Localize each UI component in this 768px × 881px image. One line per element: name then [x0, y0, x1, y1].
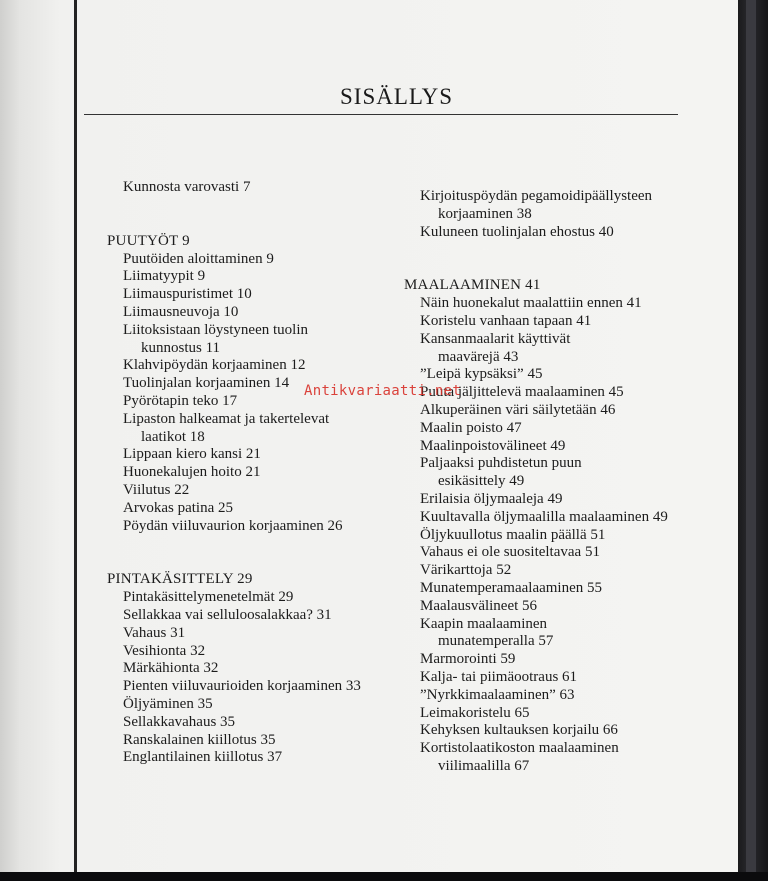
toc-entry: Sellakkaa vai selluloosalakkaa? 31 — [123, 606, 332, 623]
toc-entry: Viilutus 22 — [123, 481, 190, 498]
section-gap — [107, 197, 361, 233]
toc-entry: Liimausneuvoja 10 — [123, 303, 239, 320]
toc-entry: Liitoksistaan löystyneen tuolin — [123, 321, 308, 338]
toc-entry: Maalausvälineet 56 — [420, 597, 538, 614]
toc-entry: Öljykuullotus maalin päällä 51 — [420, 526, 606, 543]
toc-entry: Erilaisia öljymaaleja 49 — [420, 490, 563, 507]
toc-entry: Kuluneen tuolinjalan ehostus 40 — [420, 223, 614, 240]
toc-entry: Kalja- tai piimäootraus 61 — [420, 668, 578, 685]
toc-entry: Märkähionta 32 — [123, 660, 219, 677]
toc-entry: Liimauspuristimet 10 — [123, 286, 252, 303]
watermark: Antikvariaatti.net — [304, 383, 462, 399]
toc-entry: Englantilainen kiillotus 37 — [123, 749, 283, 766]
toc-left-column — [107, 179, 361, 767]
toc-entry: Kansanmaalarit käyttivät — [420, 330, 571, 347]
toc-entry: Lipaston halkeamat ja takertelevat — [123, 410, 330, 427]
toc-section-heading: PINTAKÄSITTELY 29 — [107, 571, 253, 588]
toc-entry: Liimatyypit 9 — [123, 268, 206, 285]
toc-entry: Pintakäsittelymenetelmät 29 — [123, 589, 294, 606]
toc-entry: Huonekalujen hoito 21 — [123, 464, 261, 481]
toc-entry: esikäsittely 49 — [438, 473, 525, 490]
section-gap — [404, 241, 668, 277]
toc-entry: maavärejä 43 — [438, 348, 519, 365]
book-bottom-edge — [0, 872, 768, 881]
toc-section-heading: MAALAAMINEN 41 — [404, 277, 541, 294]
toc-entry: Öljyäminen 35 — [123, 695, 213, 712]
toc-entry: Kunnosta varovasti 7 — [123, 179, 251, 195]
toc-entry: munatemperalla 57 — [438, 633, 554, 650]
page-title: SISÄLLYS — [340, 84, 454, 109]
toc-entry: Vesihionta 32 — [123, 642, 206, 659]
toc-entry: Kortistolaatikoston maalaaminen — [420, 740, 619, 757]
toc-entry: Leimakoristelu 65 — [420, 704, 530, 721]
toc-entry: Paljaaksi puhdistetun puun — [420, 455, 582, 472]
title-rule — [84, 114, 678, 115]
toc-entry: Puutöiden aloittaminen 9 — [123, 250, 274, 267]
toc-entry: Arvokas patina 25 — [123, 499, 233, 516]
toc-entry: Kuultavalla öljymaalilla maalaaminen 49 — [420, 508, 668, 525]
toc-entry: kunnostus 11 — [141, 339, 221, 356]
toc-right-column — [404, 188, 668, 776]
toc-entry: laatikot 18 — [141, 428, 205, 445]
toc-entry: Ranskalainen kiillotus 35 — [123, 731, 276, 748]
toc-entry: Vahaus ei ole suositeltavaa 51 — [420, 544, 600, 561]
toc-section-heading: PUUTYÖT 9 — [107, 232, 190, 249]
toc-entry: Värikarttoja 52 — [420, 562, 512, 579]
toc-entry: Pyörötapin teko 17 — [123, 392, 238, 409]
toc-entry: Munatemperamaalaaminen 55 — [420, 579, 603, 596]
section-gap — [107, 535, 361, 571]
toc-entry: Pienten viiluvaurioiden korjaaminen 33 — [123, 678, 361, 695]
toc-entry: Alkuperäinen väri säilytetään 46 — [420, 401, 616, 418]
book-cover-edge — [738, 0, 768, 881]
book-spine-shadow — [74, 0, 77, 872]
toc-entry: ”Nyrkkimaalaaminen” 63 — [420, 686, 575, 703]
toc-entry: Kehyksen kultauksen korjailu 66 — [420, 722, 618, 739]
toc-entry: Lippaan kiero kansi 21 — [123, 446, 261, 463]
toc-entry: Maalinpoistovälineet 49 — [420, 437, 566, 454]
toc-entry: Vahaus 31 — [123, 624, 186, 641]
toc-entry: Koristelu vanhaan tapaan 41 — [420, 312, 592, 329]
toc-entry: korjaaminen 38 — [438, 205, 532, 222]
toc-entry: Puuta jäljittelevä maalaaminen 45 — [420, 384, 624, 401]
toc-entry: Näin huonekalut maalattiin ennen 41 — [420, 295, 642, 312]
toc-entry: viilimaalilla 67 — [438, 757, 530, 774]
toc-entry: Kirjoituspöydän pegamoidipäällysteen — [420, 188, 653, 204]
toc-entry: Maalin poisto 47 — [420, 419, 522, 436]
toc-entry: ”Leipä kypsäksi” 45 — [420, 366, 543, 383]
toc-entry: Pöydän viiluvaurion korjaaminen 26 — [123, 517, 343, 534]
toc-entry: Kaapin maalaaminen — [420, 615, 548, 632]
toc-entry: Tuolinjalan korjaaminen 14 — [123, 375, 290, 392]
cover-band — [746, 0, 756, 881]
toc-entry: Sellakkavahaus 35 — [123, 713, 236, 730]
toc-entry: Klahvipöydän korjaaminen 12 — [123, 357, 306, 374]
toc-entry: Marmorointi 59 — [420, 651, 516, 668]
